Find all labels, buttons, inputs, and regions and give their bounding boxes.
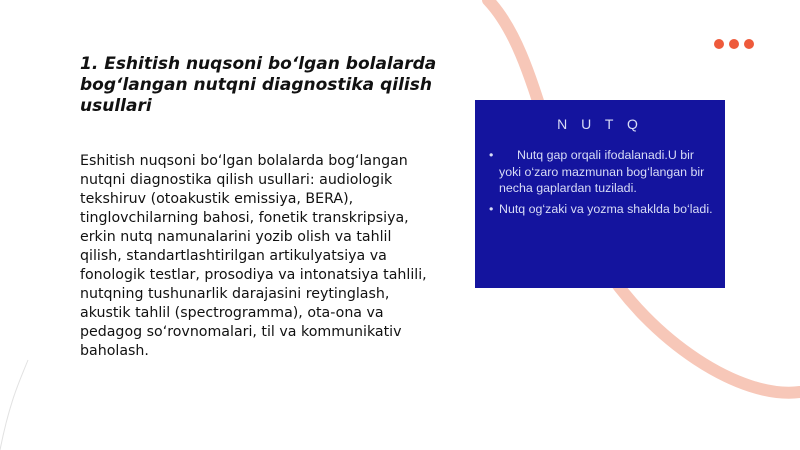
- slide-body-text: Eshitish nuqsoni bo‘lgan bolalarda bog‘langan nutqni diagnostika qilish usullari: audiologik tekshiruv (otoakustik emissiya, BERA), tinglovchilarning bahosi, fonetik transkripsiya, erkin nutq namunalarini yozib olish va tahlil qilish, standartlashtirilgan artikulyatsiya va fonologik testlar, prosodiya va intonatsiya tahlili, nutqning tushunarlik darajasini reytinglash, akustik tahlil (spectrogramma), ota-ona va pedagog so‘rovnomalari, til va kommunikativ baholash.: [80, 153, 427, 359]
- list-item-text: Nutq og‘zaki va yozma shaklda bo‘ladi.: [499, 201, 713, 216]
- list-item: [489, 147, 717, 197]
- nutq-box: [475, 100, 725, 288]
- list-item-text: Nutq gap orqali ifodalanadi.U bir yoki o‘zaro mazmunan bog‘langan bir necha gaplardan tuziladi.: [499, 148, 705, 195]
- dot: [744, 39, 754, 49]
- slide-title: 1. Eshitish nuqsoni bo‘lgan bolalarda bog‘langan nutqni diagnostika qilish usullari: [80, 54, 437, 116]
- nutq-box-title: N U T Q: [557, 116, 643, 132]
- dot: [714, 39, 724, 49]
- list-item: [489, 201, 717, 218]
- nutq-list: [489, 147, 717, 221]
- dot: [729, 39, 739, 49]
- three-dots-icon: [714, 39, 754, 49]
- bullet-icon: •: [489, 148, 494, 162]
- bullet-icon: •: [489, 201, 494, 216]
